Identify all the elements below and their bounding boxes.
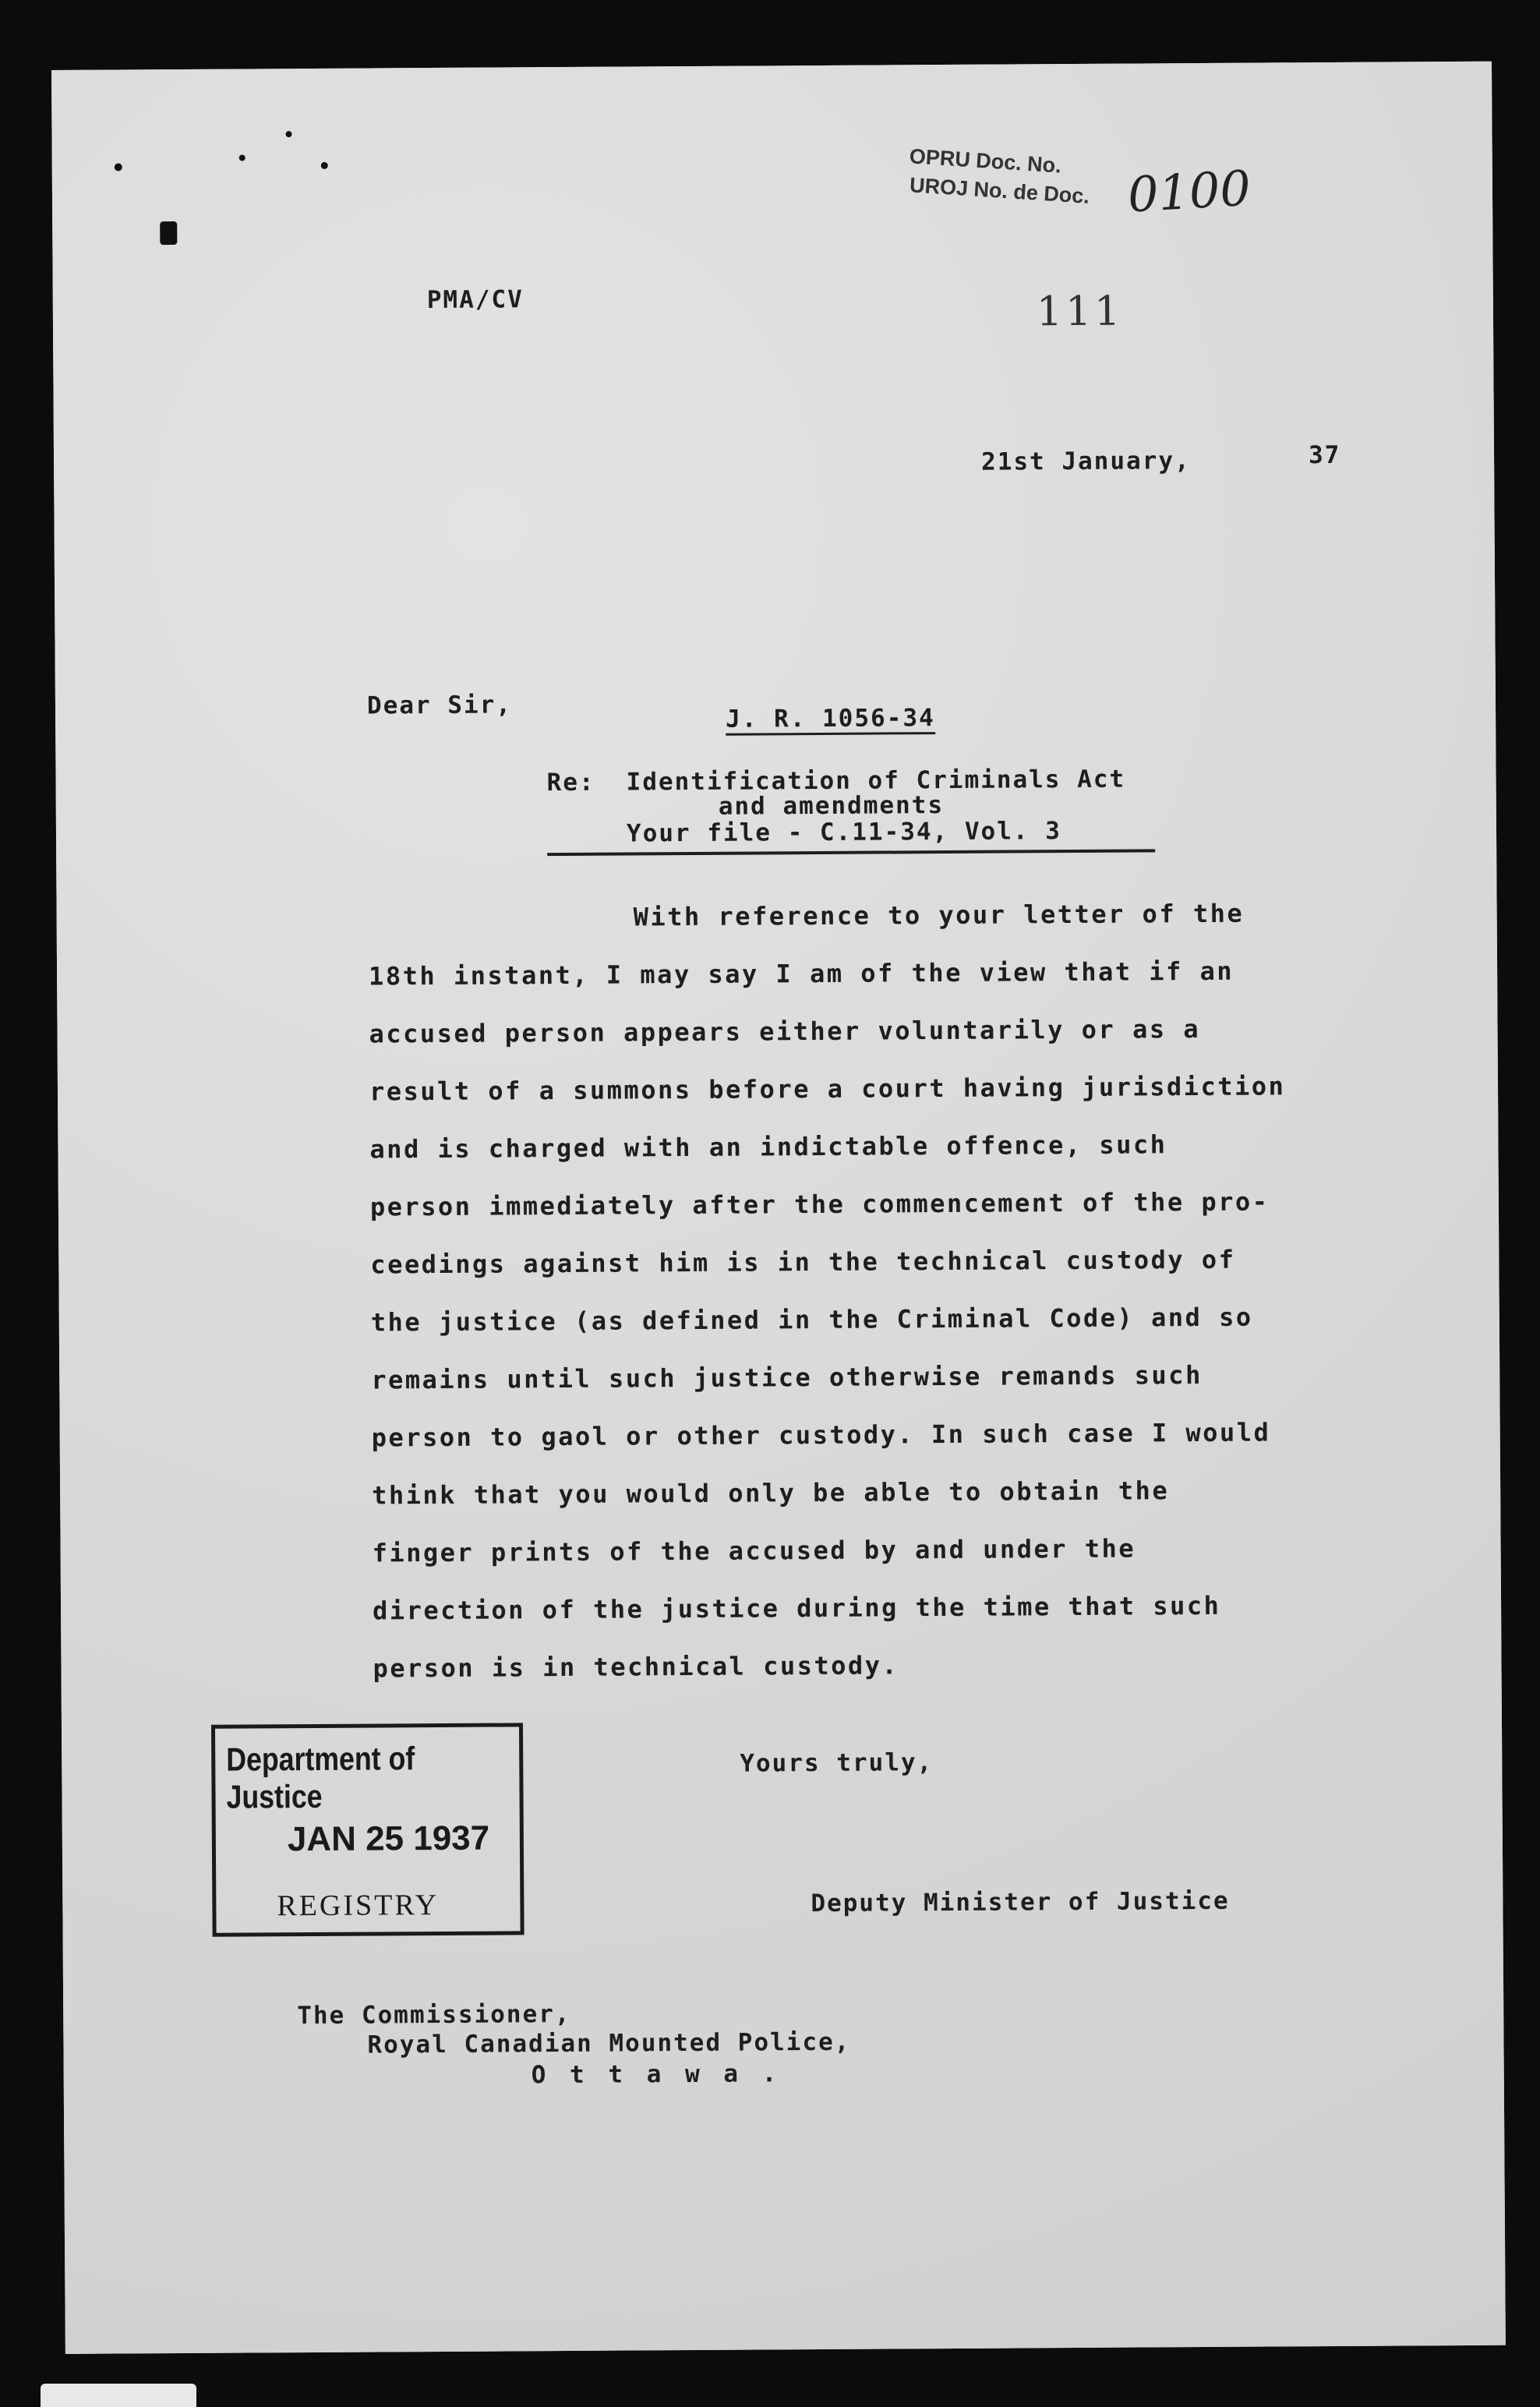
reference-initials: PMA/CV	[426, 285, 524, 315]
letter-date: 21st January,	[980, 447, 1191, 476]
body-line: think that you would only be able to obtain the	[372, 1476, 1170, 1511]
letter-year: 37	[1308, 440, 1341, 470]
body-line: direction of the justice during the time that such	[372, 1590, 1221, 1626]
ink-dot	[115, 163, 122, 171]
file-reference: J. R. 1056-34	[726, 704, 935, 736]
body-line: and is charged with an indictable offence, such	[369, 1129, 1167, 1165]
addressee-line: The Commissioner,	[297, 1999, 571, 2031]
body-line: the justice (as defined in the Criminal Code) and so	[370, 1302, 1253, 1338]
page-number: 111	[1036, 288, 1124, 336]
ink-dot	[285, 131, 291, 137]
salutation: Dear Sir,	[366, 691, 513, 720]
stamp-department: Department of Justice	[226, 1740, 415, 1815]
registry-stamp	[211, 1723, 525, 1936]
body-line: finger prints of the accused by and under the	[372, 1533, 1136, 1568]
film-tab	[41, 2384, 196, 2407]
ink-dot	[321, 162, 328, 169]
addressee-line: O t t a w a .	[531, 2059, 782, 2090]
body-line: remains until such justice otherwise remands such	[371, 1360, 1203, 1395]
body-line: With reference to your letter of the	[633, 898, 1245, 932]
re-line: and amendments	[718, 791, 945, 821]
ink-dot	[239, 154, 245, 161]
body-line: person is in technical custody.	[373, 1650, 899, 1684]
body-line: result of a summons before a court having jurisdiction	[369, 1071, 1286, 1107]
body-line: ceedings against him is in the technical custody of	[370, 1244, 1236, 1280]
signature-title: Deputy Minister of Justice	[811, 1886, 1230, 1918]
re-label: Re:	[546, 768, 595, 797]
doc-no-label-fr: UROJ No. de Doc.	[909, 173, 1090, 208]
re-line: Identification of Criminals Act	[626, 765, 1126, 797]
stamp-registry: REGISTRY	[277, 1889, 440, 1923]
body-line: person immediately after the commencement of the pro-	[369, 1186, 1270, 1222]
stamp-date: JAN 25 1937	[287, 1819, 490, 1859]
document-page	[51, 62, 1506, 2354]
addressee-line: Royal Canadian Mounted Police,	[367, 2027, 851, 2059]
re-line: Your file - C.11-34, Vol. 3	[626, 817, 1062, 848]
body-line: person to gaol or other custody. In such case I would	[371, 1417, 1271, 1453]
doc-number: 0100	[1125, 159, 1252, 224]
document-number-stamp	[909, 144, 1252, 224]
punch-mark	[160, 221, 177, 245]
doc-no-label: OPRU Doc. No.	[909, 144, 1062, 178]
body-line: 18th instant, I may say I am of the view that if an	[368, 956, 1234, 991]
body-line: accused person appears either voluntarily or as a	[369, 1014, 1201, 1049]
closing: Yours truly,	[740, 1748, 934, 1778]
subject-rule	[547, 849, 1155, 856]
